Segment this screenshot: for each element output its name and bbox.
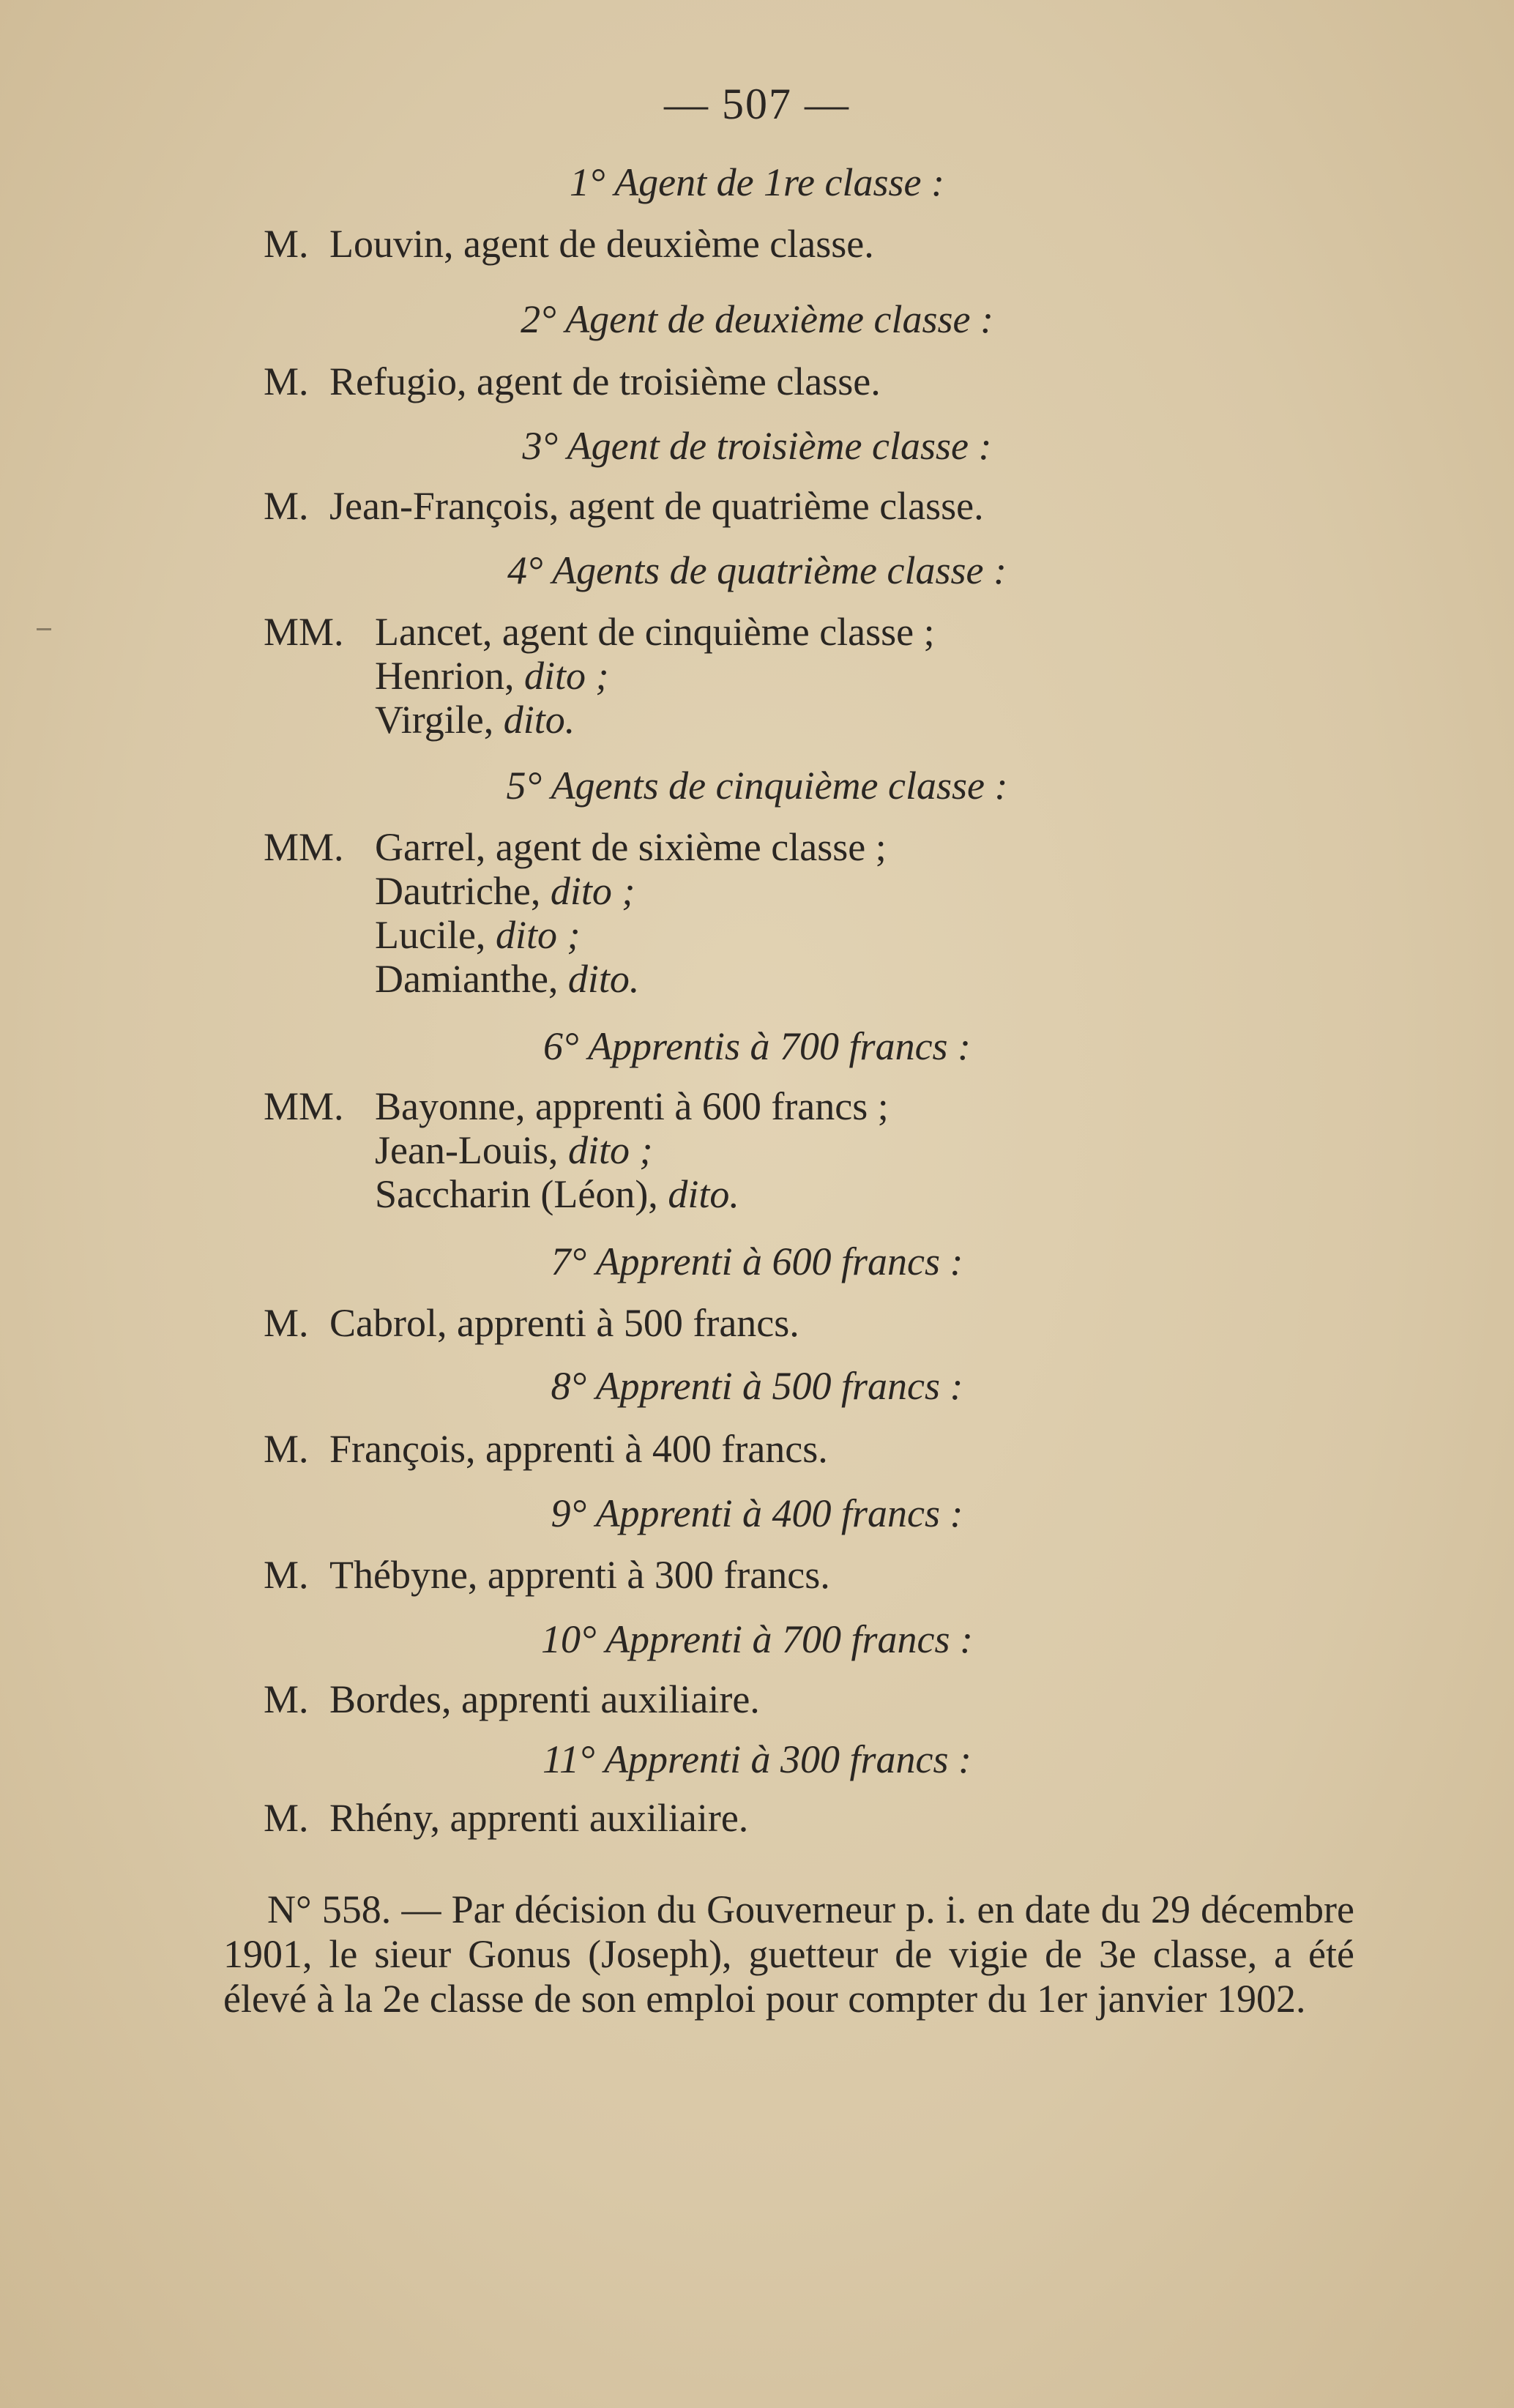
entry-prefix: MM. [264, 1084, 344, 1128]
entry-line: Jean-Louis, dito ; [375, 1128, 653, 1172]
decision-paragraph: N° 558. — Par décision du Gouverneur p. i. en date du 29 décembre 1901, le sieur Gonus (Joseph), guetteur de vigie de 3e classe, a été élevé à la 2e classe de son emploi pour compter du 1er janvier 1902. [223, 1887, 1354, 2021]
entry-prefix: M. [264, 1677, 309, 1721]
entry-prefix: M. [264, 1427, 309, 1471]
entry-prefix: M. [264, 1796, 309, 1840]
margin-mark [37, 628, 51, 630]
entry-prefix: M. [264, 1553, 309, 1597]
section-heading: 7° Apprenti à 600 francs : [551, 1240, 963, 1283]
entry-line: Jean-François, agent de quatrième classe. [329, 484, 984, 528]
entry-line: François, apprenti à 400 francs. [329, 1427, 828, 1471]
entry-line: Dautriche, dito ; [375, 869, 635, 913]
entry-line: Lucile, dito ; [375, 913, 581, 957]
entry-line: Bordes, apprenti auxiliaire. [329, 1677, 760, 1721]
entry-line: Bayonne, apprenti à 600 francs ; [375, 1084, 889, 1128]
section-heading: 5° Agents de cinquième classe : [506, 764, 1008, 808]
entry-prefix: M. [264, 484, 309, 528]
entry-line: Refugio, agent de troisième classe. [329, 359, 881, 403]
entry-line: Garrel, agent de sixième classe ; [375, 825, 887, 869]
entry-line: Virgile, dito. [375, 698, 575, 742]
entry-line: Thébyne, apprenti à 300 francs. [329, 1553, 830, 1597]
entry-line: Louvin, agent de deuxième classe. [329, 222, 874, 266]
entry-line: Saccharin (Léon), dito. [375, 1172, 739, 1216]
section-heading: 10° Apprenti à 700 francs : [540, 1617, 974, 1661]
section-heading: 6° Apprentis à 700 francs : [542, 1024, 972, 1068]
entry-line: Henrion, dito ; [375, 654, 609, 698]
entry-prefix: M. [264, 1301, 309, 1345]
page-number: — 507 — [664, 80, 850, 128]
entry-prefix: MM. [264, 610, 344, 654]
entry-line: Rhény, apprenti auxiliaire. [329, 1796, 749, 1840]
section-heading: 9° Apprenti à 400 francs : [551, 1491, 963, 1535]
entry-line: Damianthe, dito. [375, 957, 640, 1001]
entry-prefix: MM. [264, 825, 344, 869]
entry-line: Cabrol, apprenti à 500 francs. [329, 1301, 799, 1345]
section-heading: 11° Apprenti à 300 francs : [542, 1737, 972, 1781]
section-heading: 3° Agent de troisième classe : [522, 424, 992, 468]
section-heading: 4° Agents de quatrième classe : [507, 548, 1007, 592]
entry-line: Lancet, agent de cinquième classe ; [375, 610, 935, 654]
entry-prefix: M. [264, 359, 309, 403]
section-heading: 2° Agent de deuxième classe : [521, 297, 993, 341]
section-heading: 8° Apprenti à 500 francs : [551, 1364, 963, 1408]
section-heading: 1° Agent de 1re classe : [570, 160, 944, 204]
entry-prefix: M. [264, 222, 309, 266]
